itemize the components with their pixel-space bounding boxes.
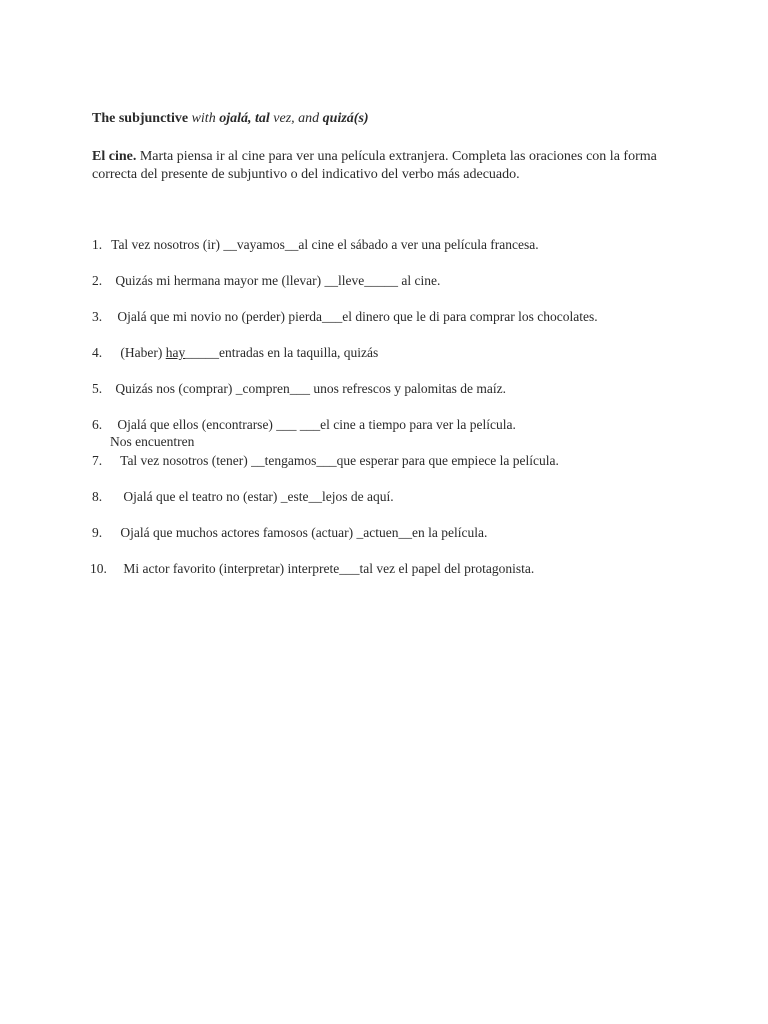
exercise-item-6	[92, 417, 516, 433]
instructions	[92, 148, 692, 184]
item-prompt: (Haber)	[120, 345, 166, 360]
item-rest: _____entradas en la taquilla, quizás	[185, 345, 379, 360]
title-part-1: The subjunctive	[92, 111, 189, 126]
exercise-item-10	[90, 561, 534, 577]
exercise-item-5	[92, 381, 506, 397]
exercise-item-8	[92, 489, 394, 505]
item-text: Mi actor favorito (interpretar) interprete___tal vez el papel del protagonista.	[123, 561, 535, 576]
item-text: Tal vez nosotros (ir) __vayamos__al cine el sábado a ver una película francesa.	[111, 237, 539, 252]
exercise-item-4	[92, 345, 378, 361]
exercise-item-2	[92, 273, 440, 289]
title-part-4: vez, and	[273, 111, 320, 126]
exercise-item-9	[92, 525, 487, 541]
exercise-item-3	[92, 309, 598, 325]
item-number: 6.	[92, 417, 103, 432]
item-number: 7.	[92, 453, 103, 468]
item-text: Quizás mi hermana mayor me (llevar) __lleve_____ al cine.	[115, 273, 441, 288]
item-text: Ojalá que el teatro no (estar) _este__lejos de aquí.	[123, 489, 394, 504]
title-part-5: quizá(s)	[322, 111, 369, 126]
worksheet-title	[92, 111, 369, 127]
item-answer: hay	[165, 345, 186, 360]
item-number: 8.	[92, 489, 103, 504]
item-number: 3.	[92, 309, 103, 324]
item-text: Ojalá que muchos actores famosos (actuar) _actuen__en la película.	[120, 525, 488, 540]
title-part-2: with	[191, 111, 216, 126]
item-number: 10.	[90, 561, 107, 576]
intro-heading: El cine.	[92, 149, 137, 164]
item-number: 2.	[92, 273, 103, 288]
item-6-handwritten-answer: Nos encuentren	[110, 434, 195, 449]
title-part-3: ojalá, tal	[219, 111, 270, 126]
item-text: Tal vez nosotros (tener) __tengamos___que esperar para que empiece la película.	[120, 453, 559, 468]
item-number: 1.	[92, 237, 103, 252]
intro-text: Marta piensa ir al cine para ver una película extranjera. Completa las oraciones con la forma correcta del presente de subjuntivo o del indicativo del verbo más adecuado.	[92, 149, 657, 182]
exercise-item-7	[92, 453, 559, 469]
exercise-item-1	[92, 237, 539, 253]
item-text: Quizás nos (comprar) _compren___ unos refrescos y palomitas de maíz.	[115, 381, 507, 396]
item-text: Ojalá que ellos (encontrarse) ___ ___el cine a tiempo para ver la película.	[117, 417, 516, 432]
item-number: 4.	[92, 345, 103, 360]
item-number: 9.	[92, 525, 103, 540]
item-text: Ojalá que mi novio no (perder) pierda___el dinero que le di para comprar los chocolates.	[117, 309, 598, 324]
item-number: 5.	[92, 381, 103, 396]
